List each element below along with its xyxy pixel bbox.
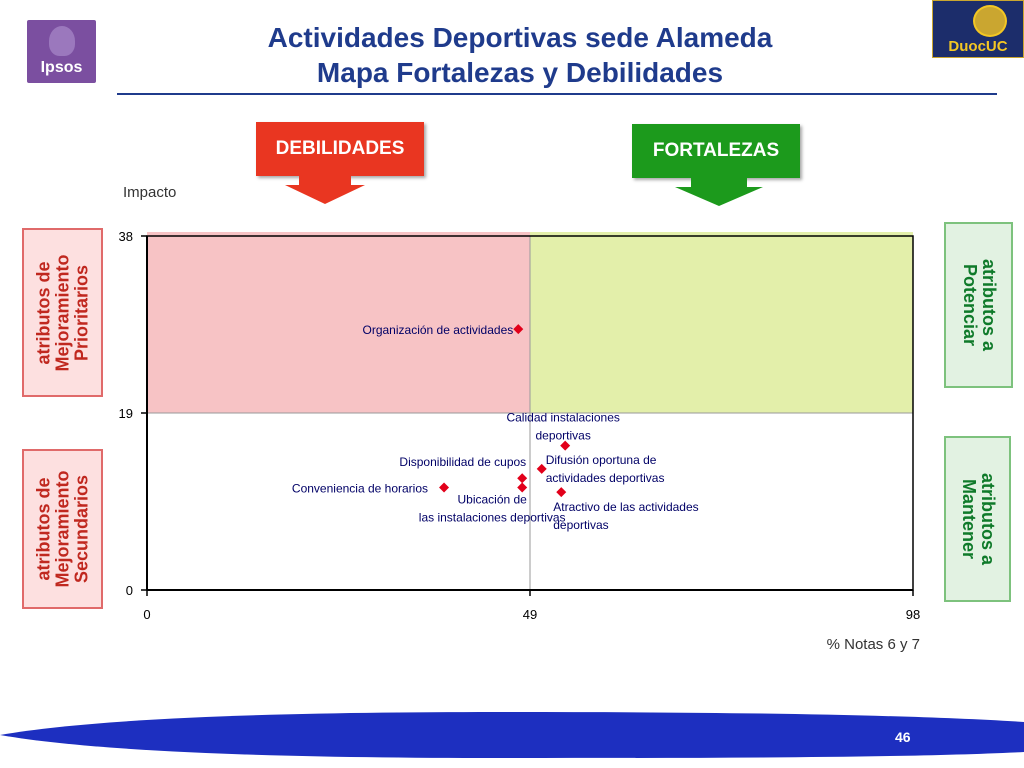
data-label: Atractivo de las actividades deportivas bbox=[553, 500, 699, 533]
quadrant-strength-area bbox=[530, 232, 913, 413]
y-tick-label: 19 bbox=[118, 406, 133, 421]
quadrant-bottom-right-text: atributos a Mantener bbox=[958, 472, 998, 566]
y-tick-label: 38 bbox=[118, 229, 133, 244]
page-number: 46 bbox=[895, 729, 911, 745]
data-label: Organización de actividades bbox=[362, 323, 514, 338]
duoc-logo-text: DuocUC bbox=[948, 38, 1008, 55]
quadrant-top-right-text: atributos a Potenciar bbox=[959, 258, 999, 352]
strengths-tag: FORTALEZAS bbox=[632, 124, 800, 178]
data-label: Difusión oportuna de actividades deportivas bbox=[545, 452, 665, 485]
y-tick-label: 0 bbox=[125, 583, 133, 598]
weaknesses-tag: DEBILIDADES bbox=[256, 122, 424, 176]
data-label: Ubicación de las instalaciones deportivas bbox=[418, 492, 566, 525]
data-label: Conveniencia de horarios bbox=[291, 481, 429, 496]
x-tick-label: 49 bbox=[522, 607, 538, 622]
x-axis-label: % Notas 6 y 7 bbox=[826, 636, 920, 653]
data-point bbox=[439, 483, 449, 493]
data-label: Calidad instalaciones deportivas bbox=[506, 410, 620, 443]
y-axis-label: Impacto bbox=[123, 184, 177, 201]
data-point bbox=[517, 483, 527, 493]
page-title: Actividades Deportivas sede Alameda bbox=[267, 22, 773, 53]
footer-band bbox=[0, 712, 1024, 758]
quadrant-top-left-text: atributos de Mejoramiento Prioritarios bbox=[33, 253, 91, 372]
quadrant-bottom-left-text: atributos de Mejoramiento Secundarios bbox=[33, 470, 91, 588]
data-point bbox=[556, 487, 566, 497]
data-point bbox=[517, 473, 527, 483]
x-tick-label: 0 bbox=[143, 607, 151, 622]
ipsos-logo-text: Ipsos bbox=[40, 59, 83, 76]
x-tick-label: 98 bbox=[905, 607, 921, 622]
data-label: Disponibilidad de cupos bbox=[399, 455, 527, 470]
page-subtitle: Mapa Fortalezas y Debilidades bbox=[316, 57, 724, 88]
